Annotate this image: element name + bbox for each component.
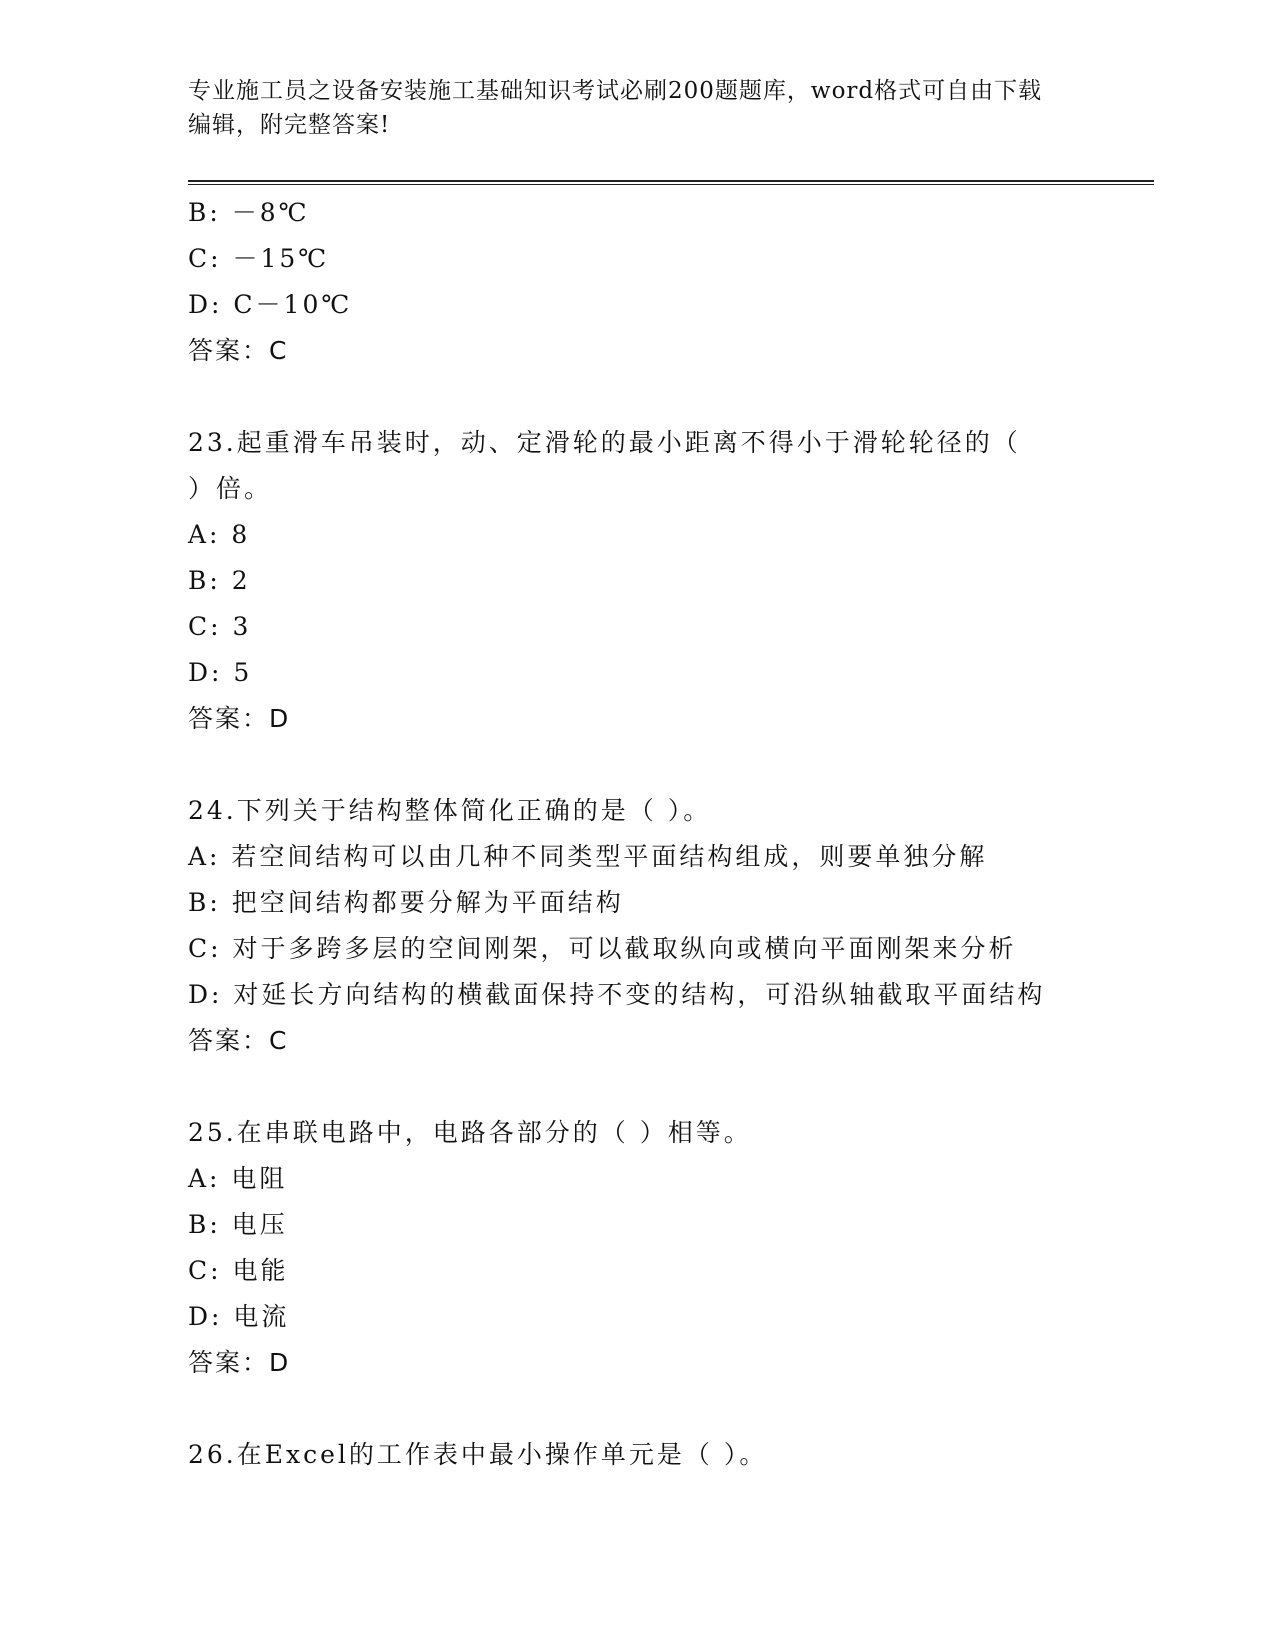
answer-line: 答案：D xyxy=(188,1348,291,1377)
answer-line: 答案：D xyxy=(188,704,291,733)
question-stem: 26.在Excel的工作表中最小操作单元是（ ）。 xyxy=(188,1440,768,1469)
option-b: B: 把空间结构都要分解为平面结构 xyxy=(188,888,624,917)
question-23 xyxy=(188,420,1088,742)
option-a: A: 若空间结构可以由几种不同类型平面结构组成，则要单独分解 xyxy=(188,842,988,871)
answer-line: 答案：C xyxy=(188,1026,289,1055)
header-divider-thin xyxy=(188,184,1154,185)
option-b: B: －8℃ xyxy=(188,198,310,227)
question-spacer xyxy=(188,1386,1088,1432)
option-c: C: 电能 xyxy=(188,1256,289,1285)
question-stem: 23.起重滑车吊装时，动、定滑轮的最小距离不得小于滑轮轮径的（ xyxy=(188,428,1021,457)
question-stem-continued: ）倍。 xyxy=(188,474,273,503)
question-26 xyxy=(188,1432,1088,1478)
option-d: D: C－10℃ xyxy=(188,290,353,319)
question-spacer xyxy=(188,742,1088,788)
question-list xyxy=(188,190,1088,1478)
question-spacer xyxy=(188,1064,1088,1110)
answer-line: 答案：C xyxy=(188,336,289,365)
question-22-continued xyxy=(188,190,1088,374)
option-c: C: 3 xyxy=(188,612,252,641)
option-d: D: 5 xyxy=(188,658,253,687)
question-stem: 24.下列关于结构整体简化正确的是（ ）。 xyxy=(188,796,712,825)
question-stem: 25.在串联电路中，电路各部分的（ ）相等。 xyxy=(188,1118,752,1147)
option-d: D: 电流 xyxy=(188,1302,290,1331)
option-c: C: 对于多跨多层的空间刚架，可以截取纵向或横向平面刚架来分析 xyxy=(188,934,1017,963)
option-b: B: 2 xyxy=(188,566,251,595)
question-spacer xyxy=(188,374,1088,420)
option-a: A: 电阻 xyxy=(188,1164,288,1193)
page-header xyxy=(188,74,1088,142)
question-25 xyxy=(188,1110,1088,1386)
question-24 xyxy=(188,788,1088,1064)
option-c: C: －15℃ xyxy=(188,244,330,273)
option-b: B: 电压 xyxy=(188,1210,288,1239)
option-d: D: 对延长方向结构的横截面保持不变的结构，可沿纵轴截取平面结构 xyxy=(188,980,1046,1009)
option-a: A: 8 xyxy=(188,520,251,549)
header-divider-thick xyxy=(188,180,1154,182)
header-title-line-2: 编辑，附完整答案! xyxy=(188,112,391,138)
header-title-line-1: 专业施工员之设备安装施工基础知识考试必刷200题题库，word格式可自由下载 xyxy=(188,78,1043,104)
